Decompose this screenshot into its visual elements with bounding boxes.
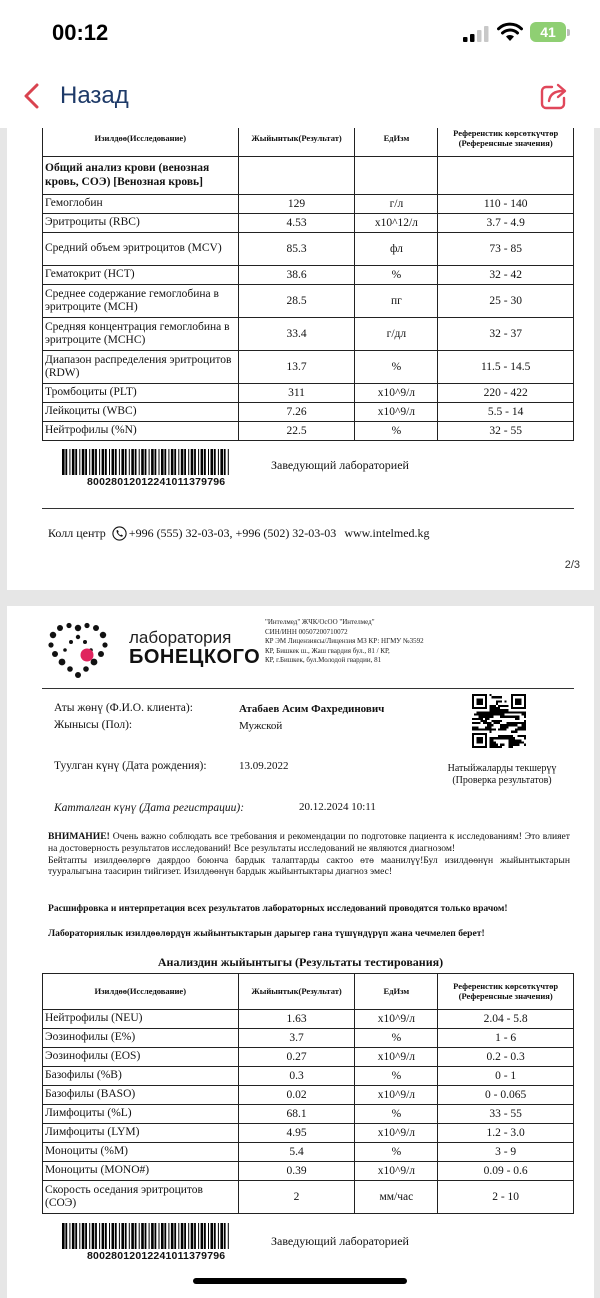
results-table bbox=[42, 128, 574, 441]
test-result: 4.53 bbox=[238, 214, 355, 233]
warning-kg: Бейтапты изилдөөлөргө даярдоо боюнча бардык талаптарды сактоо өтө маанилүү!Бул изилдөөнүн жыйынтыктарын тууралыгына таасирин тийгизет. Изилдөөнүн бардык жыйынтыктары диагноз эмес! bbox=[48, 854, 570, 878]
test-unit: % bbox=[355, 1029, 438, 1048]
lab-name-line2: БОНЕЦКОГО bbox=[129, 646, 261, 668]
table-row bbox=[43, 266, 574, 285]
test-reference: 32 - 55 bbox=[438, 422, 574, 441]
column-header: Изилдөө(Исследование) bbox=[43, 128, 239, 157]
divider bbox=[42, 508, 574, 509]
test-reference: 25 - 30 bbox=[438, 285, 574, 318]
test-name: Лимфоциты (LYM) bbox=[43, 1124, 239, 1143]
test-reference: 1.2 - 3.0 bbox=[438, 1124, 574, 1143]
test-unit: г/л bbox=[355, 195, 438, 214]
test-reference: 3.7 - 4.9 bbox=[438, 214, 574, 233]
test-unit: x10^9/л bbox=[355, 1162, 438, 1181]
lab-head-signature-label: Заведующий лабораторией bbox=[271, 458, 409, 472]
patient-sex-value: Мужской bbox=[239, 720, 283, 732]
barcode-number: 80028012012241011379796 bbox=[87, 476, 226, 488]
test-reference: 11.5 - 14.5 bbox=[438, 351, 574, 384]
test-name: Среднее содержание гемоглобина в эритроците (MCH) bbox=[43, 285, 239, 318]
patient-name-value: Атабаев Асим Фахрединович bbox=[239, 703, 385, 715]
section-row bbox=[43, 157, 574, 195]
test-unit: пг bbox=[355, 285, 438, 318]
test-result: 33.4 bbox=[238, 318, 355, 351]
test-reference: 33 - 55 bbox=[438, 1105, 574, 1124]
column-header: Референстик көрсөткүчтөр (Референсные значения) bbox=[438, 974, 574, 1010]
table-row bbox=[43, 1162, 574, 1181]
test-reference: 0 - 1 bbox=[438, 1067, 574, 1086]
table-row bbox=[43, 214, 574, 233]
test-name: Средний объем эритроцитов (MCV) bbox=[43, 233, 239, 266]
test-reference: 220 - 422 bbox=[438, 384, 574, 403]
test-result: 129 bbox=[238, 195, 355, 214]
test-name: Эозинофилы (EOS) bbox=[43, 1048, 239, 1067]
test-reference: 1 - 6 bbox=[438, 1029, 574, 1048]
test-unit: x10^12/л bbox=[355, 214, 438, 233]
warning-text bbox=[48, 831, 570, 878]
divider bbox=[42, 688, 574, 689]
results-title: Анализдин жыйынтыгы (Результаты тестирования) bbox=[157, 955, 444, 969]
patient-sex-label: Жынысы (Пол): bbox=[54, 719, 133, 731]
organization-info: "Интелмед" ЖЧК/ОсОО "Интелмед" СИН/ИНН 00507200710072 КР ЭМ Лицензиясы/Лицензия МЗ КР: НГМУ №3592 КР, Бишкек ш., Жаш гвардия бул., 81 / КР, КР, г.Бишкек, бул.Молодой гвардии, 81 bbox=[265, 618, 424, 665]
test-name: Диапазон распределения эритроцитов (RDW) bbox=[43, 351, 239, 384]
test-name: Лейкоциты (WBC) bbox=[43, 403, 239, 422]
test-name: Базофилы (BASO) bbox=[43, 1086, 239, 1105]
barcode-icon bbox=[62, 1223, 232, 1249]
share-icon[interactable] bbox=[538, 80, 570, 112]
test-name: Тромбоциты (PLT) bbox=[43, 384, 239, 403]
patient-dob-label: Туулган күнү (Дата рождения): bbox=[54, 760, 207, 772]
test-unit: % bbox=[355, 351, 438, 384]
table-row bbox=[43, 384, 574, 403]
test-name: Гематокрит (HCT) bbox=[43, 266, 239, 285]
phone-icon bbox=[112, 526, 127, 541]
cellular-signal-icon bbox=[463, 26, 489, 42]
test-unit: г/дл bbox=[355, 318, 438, 351]
table-row bbox=[43, 403, 574, 422]
table-row bbox=[43, 1181, 574, 1214]
barcode-number: 80028012012241011379796 bbox=[87, 1250, 226, 1262]
warning-title: ВНИМАНИЕ! bbox=[48, 831, 110, 842]
table-header-row bbox=[43, 128, 574, 157]
table-row bbox=[43, 1048, 574, 1067]
test-name: Средняя концентрация гемоглобина в эритроците (MCHC) bbox=[43, 318, 239, 351]
battery-indicator bbox=[530, 22, 570, 42]
lab-head-signature-label: Заведующий лабораторией bbox=[271, 1234, 409, 1248]
column-header: ЕдИзм bbox=[355, 974, 438, 1010]
table-row bbox=[43, 351, 574, 384]
back-button[interactable] bbox=[22, 76, 129, 116]
test-unit: % bbox=[355, 1105, 438, 1124]
lab-logo-icon bbox=[47, 622, 109, 678]
call-center-phones: +996 (555) 32-03-03, +996 (502) 32-03-03 bbox=[128, 526, 337, 540]
test-result: 0.39 bbox=[238, 1162, 355, 1181]
home-indicator[interactable] bbox=[193, 1278, 407, 1284]
table-row bbox=[43, 1124, 574, 1143]
section-title: Общий анализ крови (венозная кровь, СОЭ) [Венозная кровь] bbox=[43, 157, 239, 195]
column-header: Изилдөө(Исследование) bbox=[43, 974, 239, 1010]
test-result: 5.4 bbox=[238, 1143, 355, 1162]
test-reference: 2.04 - 5.8 bbox=[438, 1010, 574, 1029]
column-header: Жыйынтык(Результат) bbox=[238, 974, 355, 1010]
test-result: 0.02 bbox=[238, 1086, 355, 1105]
website-link[interactable]: www.intelmed.kg bbox=[344, 526, 430, 540]
test-reference: 3 - 9 bbox=[438, 1143, 574, 1162]
document-viewer[interactable] bbox=[0, 128, 600, 1298]
lab-name-line1: лаборатория bbox=[129, 628, 232, 647]
test-result: 1.63 bbox=[238, 1010, 355, 1029]
test-result: 2 bbox=[238, 1181, 355, 1214]
test-unit: % bbox=[355, 1143, 438, 1162]
test-name: Моноциты (MONO#) bbox=[43, 1162, 239, 1181]
chevron-left-icon bbox=[22, 83, 42, 109]
test-result: 68.1 bbox=[238, 1105, 355, 1124]
test-reference: 0.09 - 0.6 bbox=[438, 1162, 574, 1181]
column-header: Референстик көрсөткүчтөр (Референсные значения) bbox=[438, 128, 574, 157]
test-result: 311 bbox=[238, 384, 355, 403]
test-unit: x10^9/л bbox=[355, 1048, 438, 1067]
test-reference: 5.5 - 14 bbox=[438, 403, 574, 422]
qr-caption: Натыйжаларды текшерүү (Проверка результатов) bbox=[447, 763, 557, 786]
test-name: Скорость оседания эритроцитов (СОЭ) bbox=[43, 1181, 239, 1214]
test-unit: мм/час bbox=[355, 1181, 438, 1214]
table-row bbox=[43, 1143, 574, 1162]
battery-level: 41 bbox=[540, 24, 556, 40]
test-unit: x10^9/л bbox=[355, 1010, 438, 1029]
test-name: Моноциты (%M) bbox=[43, 1143, 239, 1162]
test-unit: x10^9/л bbox=[355, 403, 438, 422]
test-unit: x10^9/л bbox=[355, 1124, 438, 1143]
test-reference: 0.2 - 0.3 bbox=[438, 1048, 574, 1067]
test-result: 7.26 bbox=[238, 403, 355, 422]
test-result: 4.95 bbox=[238, 1124, 355, 1143]
warning-ru: Очень важно соблюдать все требования и рекомендации по подготовке пациента к исследованиям! Это влияет на достоверность результатов исследований! Все результаты исследований не являются диагнозом! bbox=[48, 831, 570, 854]
table-row bbox=[43, 285, 574, 318]
test-reference: 32 - 37 bbox=[438, 318, 574, 351]
test-name: Лимфоциты (%L) bbox=[43, 1105, 239, 1124]
barcode-icon bbox=[62, 449, 232, 475]
test-result: 22.5 bbox=[238, 422, 355, 441]
test-result: 3.7 bbox=[238, 1029, 355, 1048]
test-reference: 32 - 42 bbox=[438, 266, 574, 285]
test-unit: % bbox=[355, 422, 438, 441]
table-row bbox=[43, 233, 574, 266]
test-unit: фл bbox=[355, 233, 438, 266]
table-row bbox=[43, 422, 574, 441]
status-time: 00:12 bbox=[52, 20, 109, 45]
status-bar bbox=[0, 0, 600, 62]
interpretation-note-kg: Лабораториялык изилдөөлөрдүн жыйынтыктарын дарыгер гана түшүндүрүп жана чечмелеп берет! bbox=[48, 928, 485, 939]
column-header: ЕдИзм bbox=[355, 128, 438, 157]
table-row bbox=[43, 318, 574, 351]
table-row bbox=[43, 1010, 574, 1029]
patient-name-label: Аты жөнү (Ф.И.О. клиента): bbox=[54, 702, 193, 714]
registration-date-label: Катталган күнү (Дата регистрации): bbox=[54, 802, 245, 814]
test-unit: % bbox=[355, 1067, 438, 1086]
results-table bbox=[42, 973, 574, 1214]
test-name: Нейтрофилы (NEU) bbox=[43, 1010, 239, 1029]
test-result: 85.3 bbox=[238, 233, 355, 266]
registration-date-value: 20.12.2024 10:11 bbox=[299, 801, 376, 813]
table-row bbox=[43, 195, 574, 214]
test-name: Эозинофилы (E%) bbox=[43, 1029, 239, 1048]
test-reference: 73 - 85 bbox=[438, 233, 574, 266]
table-row bbox=[43, 1105, 574, 1124]
test-result: 0.3 bbox=[238, 1067, 355, 1086]
test-reference: 2 - 10 bbox=[438, 1181, 574, 1214]
qr-code-icon[interactable] bbox=[472, 694, 526, 748]
table-header-row bbox=[43, 974, 574, 1010]
test-name: Гемоглобин bbox=[43, 195, 239, 214]
column-header: Жыйынтык(Результат) bbox=[238, 128, 355, 157]
test-unit: x10^9/л bbox=[355, 384, 438, 403]
patient-dob-value: 13.09.2022 bbox=[239, 760, 289, 772]
test-unit: % bbox=[355, 266, 438, 285]
test-name: Эритроциты (RBC) bbox=[43, 214, 239, 233]
test-name: Базофилы (%B) bbox=[43, 1067, 239, 1086]
page-number: 2/3 bbox=[564, 559, 580, 571]
call-center-label: Колл центр bbox=[48, 526, 106, 540]
table-row bbox=[43, 1067, 574, 1086]
test-result: 28.5 bbox=[238, 285, 355, 318]
test-unit: x10^9/л bbox=[355, 1086, 438, 1105]
interpretation-note-ru: Расшифровка и интерпретация всех результатов лабораторных исследований проводятся только врачом! bbox=[48, 903, 508, 914]
test-reference: 110 - 140 bbox=[438, 195, 574, 214]
test-result: 0.27 bbox=[238, 1048, 355, 1067]
test-result: 13.7 bbox=[238, 351, 355, 384]
test-reference: 0 - 0.065 bbox=[438, 1086, 574, 1105]
call-center bbox=[48, 526, 430, 541]
document-page-3 bbox=[7, 606, 594, 1298]
table-row bbox=[43, 1029, 574, 1048]
wifi-icon bbox=[497, 22, 523, 42]
test-name: Нейтрофилы (%N) bbox=[43, 422, 239, 441]
document-page-2 bbox=[7, 128, 594, 590]
navigation-bar bbox=[0, 62, 600, 128]
table-row bbox=[43, 1086, 574, 1105]
test-result: 38.6 bbox=[238, 266, 355, 285]
back-label: Назад bbox=[60, 82, 129, 109]
